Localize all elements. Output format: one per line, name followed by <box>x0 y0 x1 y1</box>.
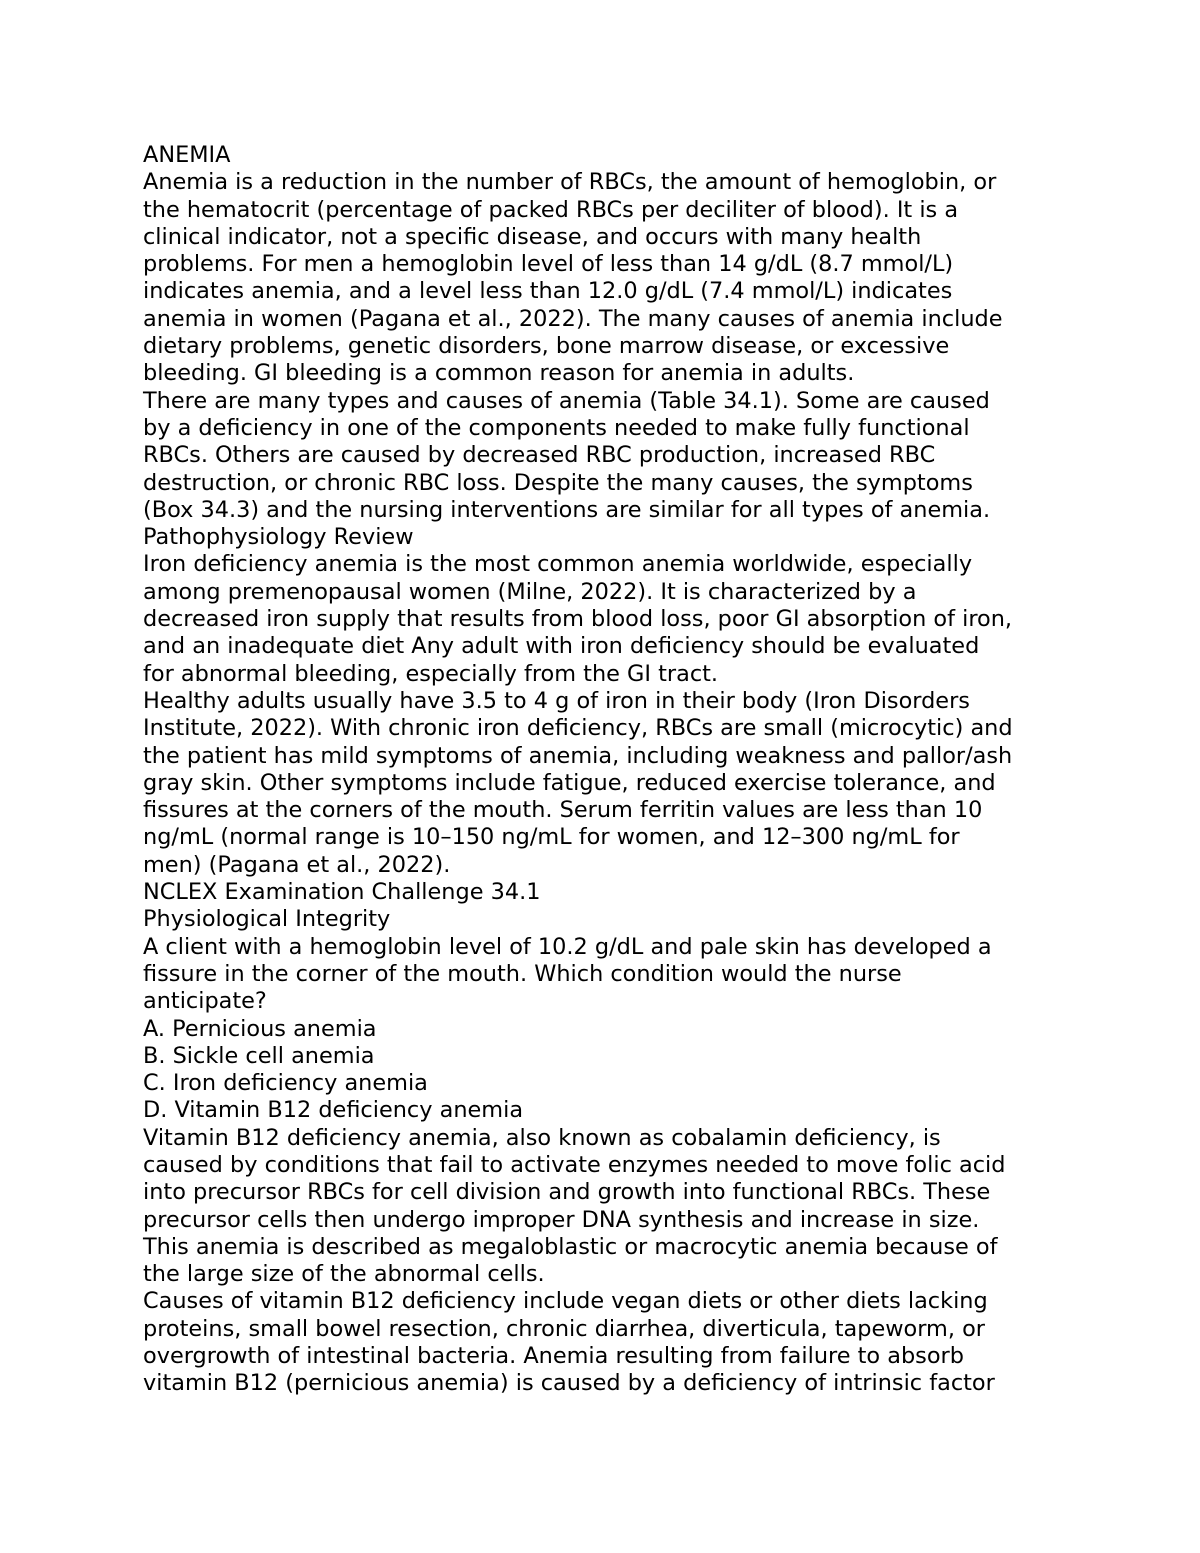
answer-option: C. Iron deficiency anemia <box>143 1070 428 1097</box>
text-line: clinical indicator, not a specific disease, and occurs with many health <box>143 223 922 250</box>
text-line: Anemia is a reduction in the number of RBCs, the amount of hemoglobin, or <box>143 169 997 196</box>
section-subheading: Physiological Integrity <box>143 906 391 933</box>
section-heading: NCLEX Examination Challenge 34.1 <box>143 879 541 906</box>
text-line: This anemia is described as megaloblastic or macrocytic anemia because of <box>143 1233 998 1260</box>
question-line: anticipate? <box>143 988 267 1015</box>
text-line: the large size of the abnormal cells. <box>143 1261 545 1288</box>
text-line: into precursor RBCs for cell division and growth into functional RBCs. These <box>143 1179 991 1206</box>
text-line: anemia in women (Pagana et al., 2022). The many causes of anemia include <box>143 305 1003 332</box>
text-line: Causes of vitamin B12 deficiency include vegan diets or other diets lacking <box>143 1288 988 1315</box>
text-line: Institute, 2022). With chronic iron deficiency, RBCs are small (microcytic) and <box>143 715 1013 742</box>
answer-option: B. Sickle cell anemia <box>143 1042 375 1069</box>
text-line: Vitamin B12 deficiency anemia, also known as cobalamin deficiency, is <box>143 1124 941 1151</box>
text-line: for abnormal bleeding, especially from the GI tract. <box>143 660 719 687</box>
text-line: Healthy adults usually have 3.5 to 4 g of iron in their body (Iron Disorders <box>143 687 970 714</box>
text-line: dietary problems, genetic disorders, bone marrow disease, or excessive <box>143 333 950 360</box>
text-line: proteins, small bowel resection, chronic diarrhea, diverticula, tapeworm, or <box>143 1315 986 1342</box>
text-line: gray skin. Other symptoms include fatigue, reduced exercise tolerance, and <box>143 769 996 796</box>
section-heading: Pathophysiology Review <box>143 524 414 551</box>
answer-option: A. Pernicious anemia <box>143 1015 377 1042</box>
document-title: ANEMIA <box>143 142 231 168</box>
text-line: Iron deficiency anemia is the most common anemia worldwide, especially <box>143 551 973 578</box>
text-line: problems. For men a hemoglobin level of less than 14 g/dL (8.7 mmol/L) <box>143 251 954 278</box>
text-line: the hematocrit (percentage of packed RBCs per deciliter of blood). It is a <box>143 196 959 223</box>
text-line: men) (Pagana et al., 2022). <box>143 851 451 878</box>
text-line: bleeding. GI bleeding is a common reason for anemia in adults. <box>143 360 855 387</box>
document-page <box>143 142 1073 1398</box>
text-line: by a deficiency in one of the components needed to make fully functional <box>143 414 970 441</box>
answer-option: D. Vitamin B12 deficiency anemia <box>143 1097 524 1124</box>
text-line: and an inadequate diet Any adult with iron deficiency should be evaluated <box>143 633 980 660</box>
text-line: caused by conditions that fail to activate enzymes needed to move folic acid <box>143 1151 1006 1178</box>
text-line: fissures at the corners of the mouth. Serum ferritin values are less than 10 <box>143 797 983 824</box>
text-line: among premenopausal women (Milne, 2022). It is characterized by a <box>143 578 917 605</box>
text-line: ng/mL (normal range is 10–150 ng/mL for women, and 12–300 ng/mL for <box>143 824 960 851</box>
text-line: destruction, or chronic RBC loss. Despite the many causes, the symptoms <box>143 469 973 496</box>
text-line: decreased iron supply that results from blood loss, poor GI absorption of iron, <box>143 606 1013 633</box>
text-line: indicates anemia, and a level less than 12.0 g/dL (7.4 mmol/L) indicates <box>143 278 953 305</box>
question-line: fissure in the corner of the mouth. Which condition would the nurse <box>143 960 902 987</box>
text-line: (Box 34.3) and the nursing interventions are similar for all types of anemia. <box>143 496 991 523</box>
text-line: vitamin B12 (pernicious anemia) is caused by a deficiency of intrinsic factor <box>143 1370 995 1397</box>
text-line: the patient has mild symptoms of anemia, including weakness and pallor/ash <box>143 742 1013 769</box>
text-line: RBCs. Others are caused by decreased RBC production, increased RBC <box>143 442 936 469</box>
question-line: A client with a hemoglobin level of 10.2 g/dL and pale skin has developed a <box>143 933 992 960</box>
text-line: precursor cells then undergo improper DNA synthesis and increase in size. <box>143 1206 980 1233</box>
text-line: There are many types and causes of anemia (Table 34.1). Some are caused <box>143 387 990 414</box>
text-line: overgrowth of intestinal bacteria. Anemia resulting from failure to absorb <box>143 1343 964 1370</box>
